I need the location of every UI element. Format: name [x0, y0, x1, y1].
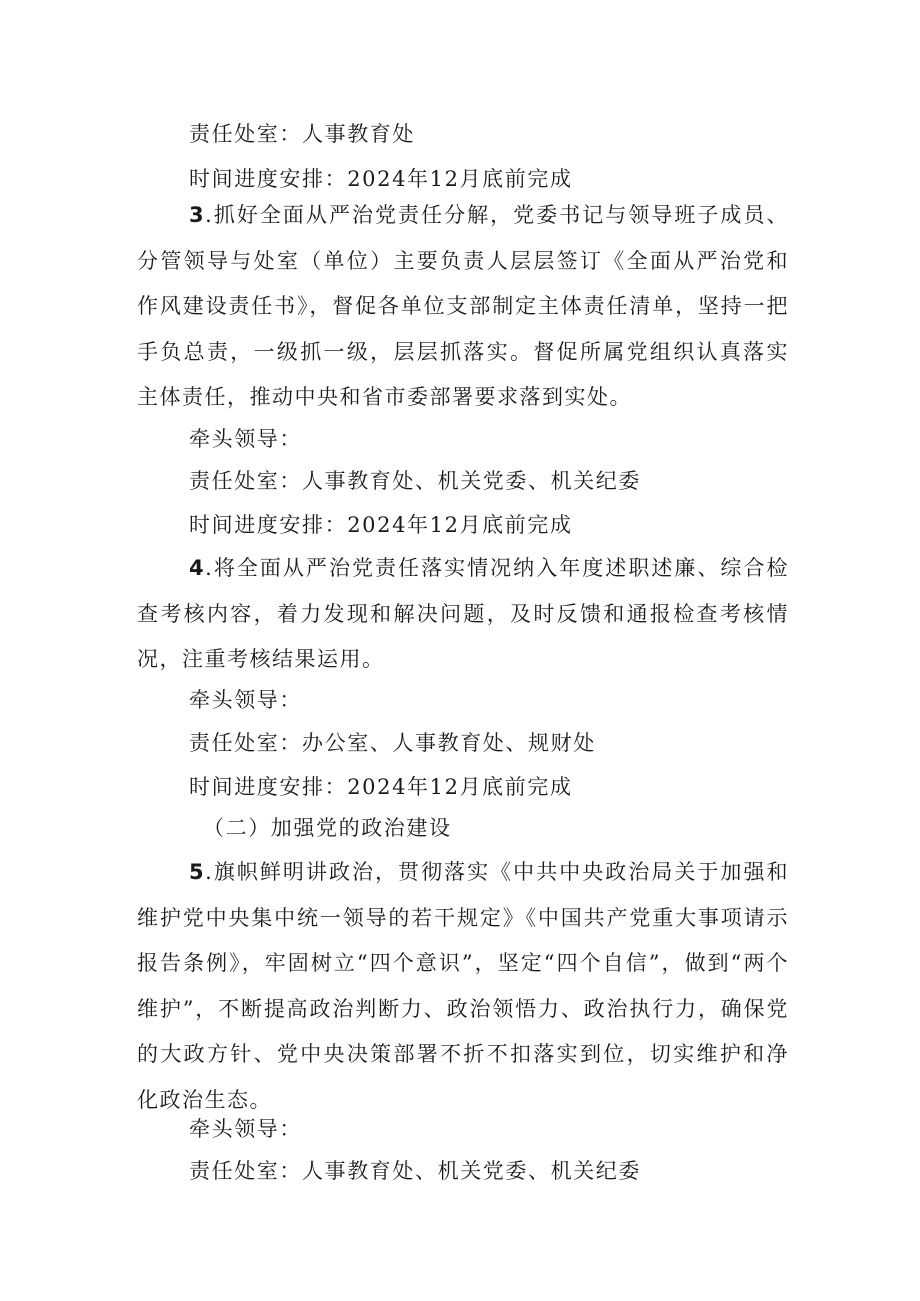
item-3-paragraph [137, 193, 789, 421]
schedule-line: 时间进度安排：2024年12月底前完成 [189, 513, 573, 537]
item-4-paragraph [137, 546, 789, 683]
item-text: .抓好全面从严治党责任分解，党委书记与领导班子成员、分管领导与处室（单位）主要负责人层层签订《全面从严治党和作风建设责任书》，督促各单位支部制定主体责任清单，坚持一把手负总责，一级抓一级，层层抓落实。督促所属党组织认真落实主体责任，推动中央和省市委部署要求落到实处。 [137, 203, 789, 409]
lead-leader-line: 牵头领导： [189, 688, 302, 712]
lead-leader-line: 牵头领导： [189, 1117, 302, 1141]
item-text: .旗帜鲜明讲政治，贯彻落实《中共中央政治局关于加强和维护党中央集中统一领导的若干规定》《中国共产党重大事项请示报告条例》，牢固树立“四个意识”，坚定“四个自信”，做到“两个维护”，不断提高政治判断力、政治领悟力、政治执行力，确保党的大政方针、党中央决策部署不折不扣落实到位，切实维护和净化政治生态。 [137, 860, 789, 1112]
item-number: 3 [189, 203, 206, 227]
item-number: 5 [189, 860, 206, 884]
responsible-office-line: 责任处室：人事教育处、机关党委、机关纪委 [189, 469, 641, 493]
responsible-office-line: 责任处室：人事教育处 [189, 122, 415, 146]
item-5-paragraph [137, 850, 789, 1123]
item-text: .将全面从严治党责任落实情况纳入年度述职述廉、综合检查考核内容，着力发现和解决问题，及时反馈和通报检查考核情况，注重考核结果运用。 [137, 556, 789, 671]
section-heading: （二）加强党的政治建设 [203, 816, 452, 840]
responsible-office-line: 责任处室：办公室、人事教育处、规财处 [189, 731, 596, 755]
schedule-line: 时间进度安排：2024年12月底前完成 [189, 775, 573, 799]
lead-leader-line: 牵头领导： [189, 427, 302, 451]
item-number: 4 [189, 556, 206, 580]
schedule-line: 时间进度安排：2024年12月底前完成 [189, 167, 573, 191]
responsible-office-line: 责任处室：人事教育处、机关党委、机关纪委 [189, 1159, 641, 1183]
